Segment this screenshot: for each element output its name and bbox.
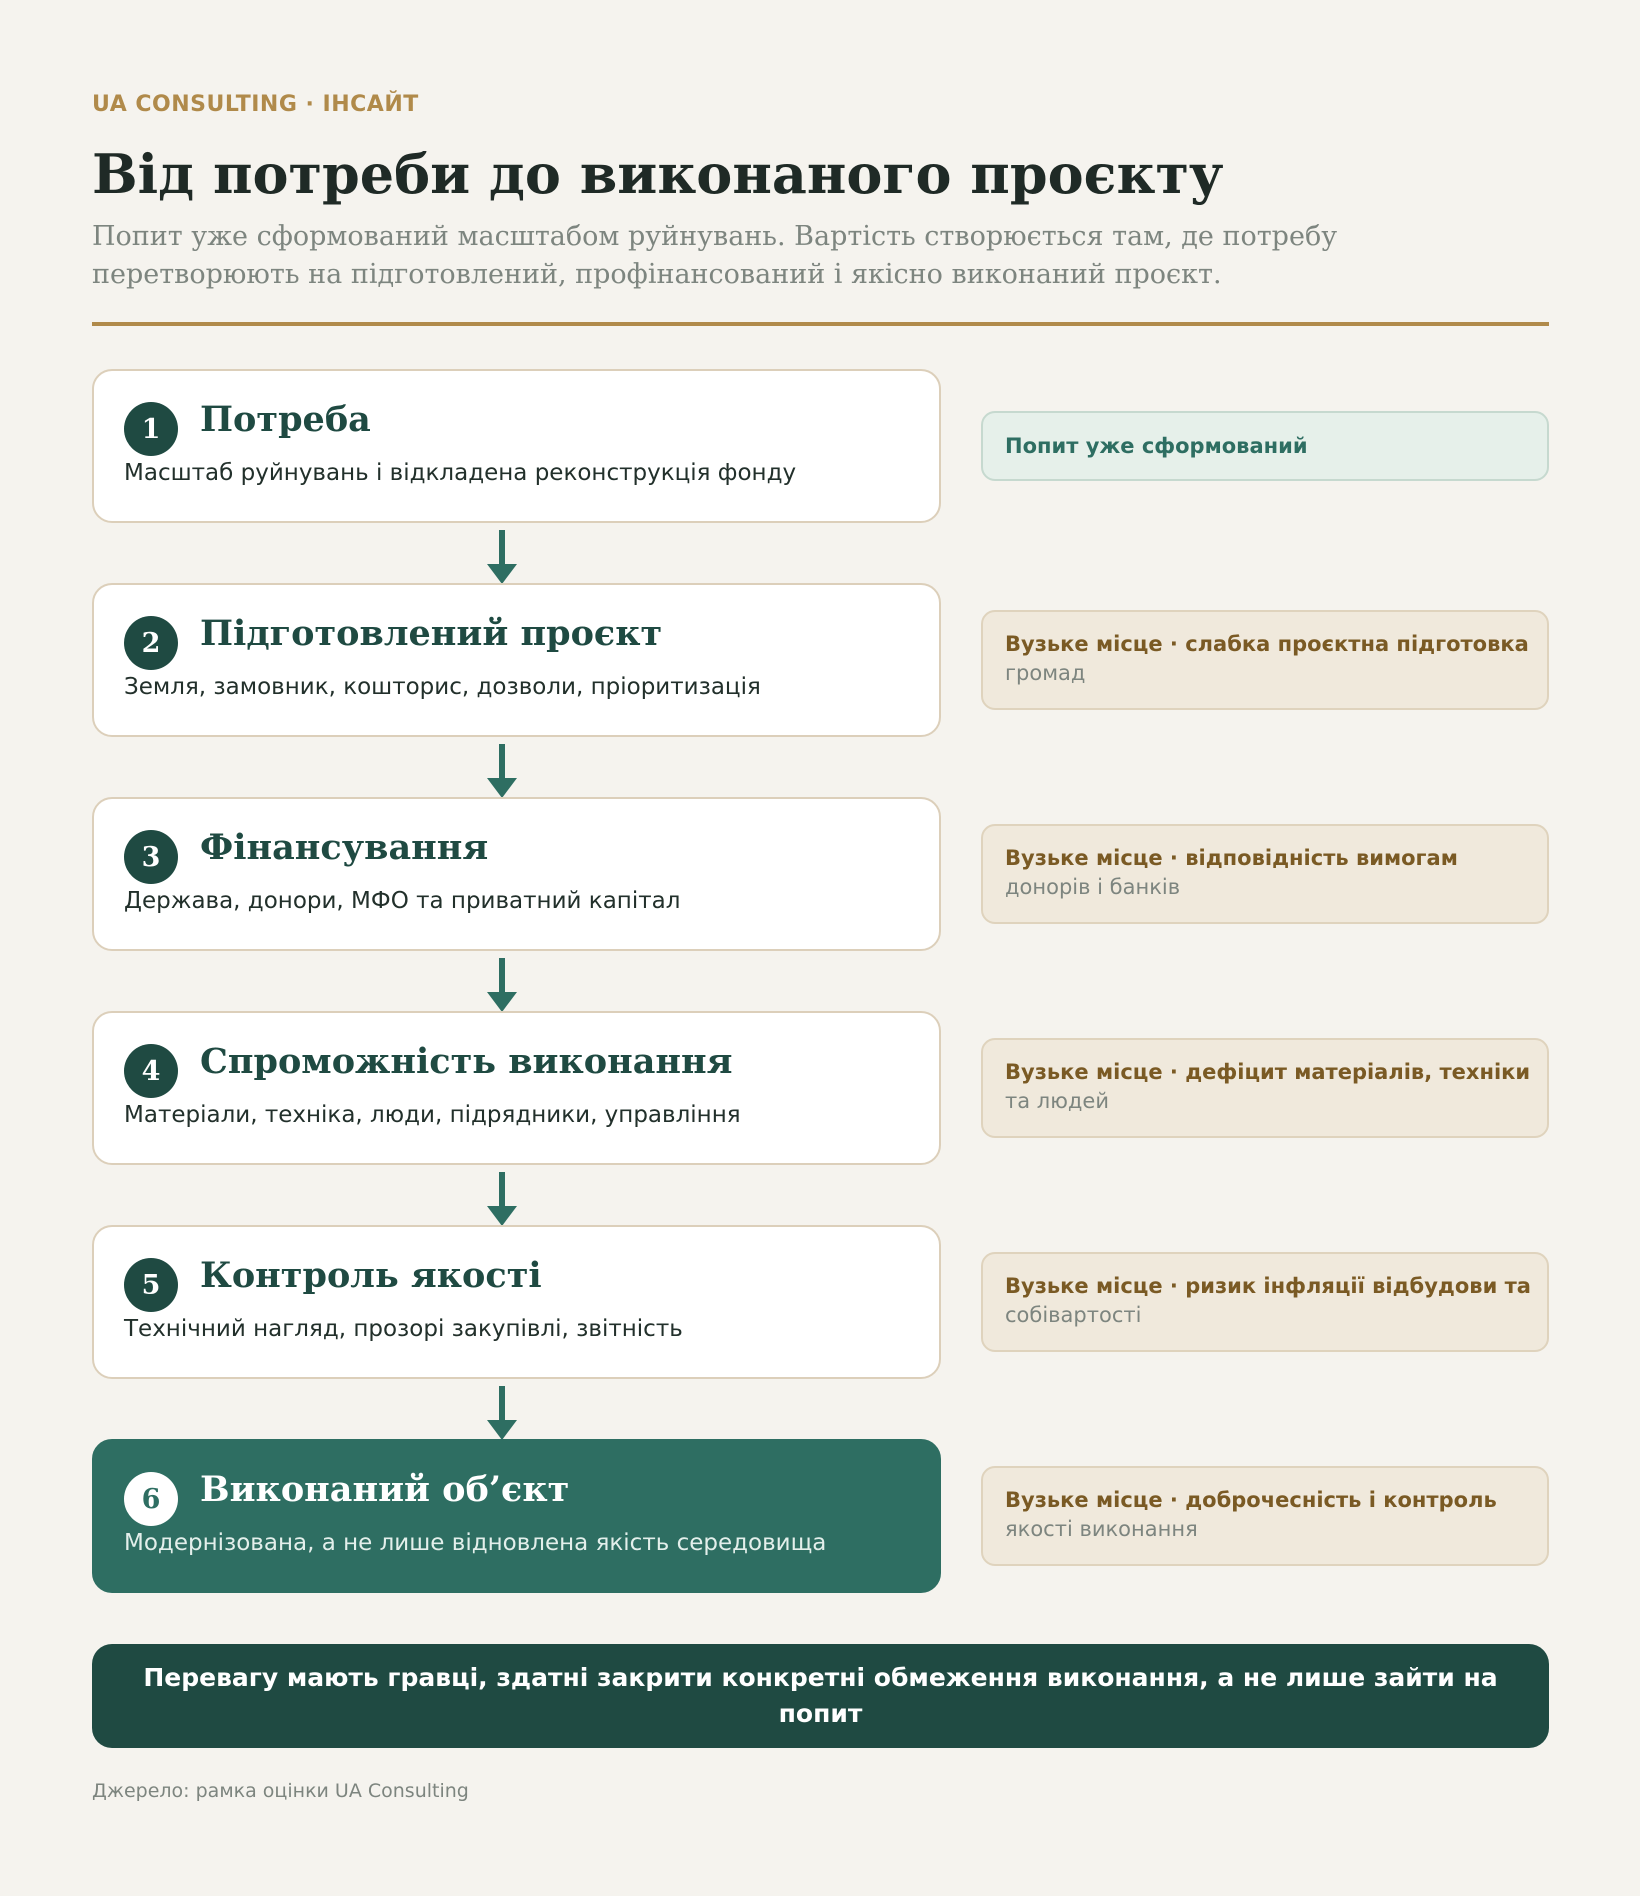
eyebrow-label: UA CONSULTING · ІНСАЙТ bbox=[92, 92, 419, 117]
step-title: Виконаний об’єкт bbox=[200, 1469, 570, 1510]
arrow-down-icon bbox=[487, 530, 517, 584]
note-bottleneck-2 bbox=[981, 610, 1549, 710]
note-tail: собівартості bbox=[1005, 1303, 1142, 1327]
arrow-down-icon bbox=[487, 1172, 517, 1226]
step-description: Матеріали, техніка, люди, підрядники, управління bbox=[124, 1102, 741, 1128]
page-title: Від потреби до виконаного проєкту bbox=[92, 142, 1224, 206]
arrow-down-icon bbox=[487, 744, 517, 798]
step-description: Земля, замовник, кошторис, дозволи, пріоритизація bbox=[124, 674, 761, 700]
step-title: Потреба bbox=[200, 399, 371, 440]
note-bottleneck-4 bbox=[981, 1038, 1549, 1138]
step-title: Спроможність виконання bbox=[200, 1041, 733, 1082]
step-number-badge: 2 bbox=[124, 616, 178, 670]
note-lead: Вузьке місце · ризик інфляції відбудови та bbox=[1005, 1274, 1531, 1298]
note-tail: якості виконання bbox=[1005, 1517, 1198, 1541]
note-demand bbox=[981, 411, 1549, 481]
step-4-card bbox=[92, 1011, 941, 1165]
step-number-badge: 4 bbox=[124, 1044, 178, 1098]
step-6-card bbox=[92, 1439, 941, 1593]
step-title: Фінансування bbox=[200, 827, 489, 868]
conclusion-text: Перевагу мають гравці, здатні закрити конкретні обмеження виконання, а не лише зайти на попит bbox=[143, 1663, 1498, 1728]
step-number-badge: 3 bbox=[124, 830, 178, 884]
step-3-card bbox=[92, 797, 941, 951]
page-subtitle: Попит уже сформований масштабом руйнувань. Вартість створюється там, де потребу перетворюють на підготовлений, профінансований і якісно виконаний проєкт. bbox=[92, 221, 1338, 290]
note-bottleneck-3 bbox=[981, 824, 1549, 924]
step-title: Підготовлений проєкт bbox=[200, 613, 663, 654]
note-lead: Вузьке місце · доброчесність і контроль bbox=[1005, 1488, 1497, 1512]
note-lead: Вузьке місце · відповідність вимогам bbox=[1005, 846, 1458, 870]
arrow-down-icon bbox=[487, 958, 517, 1012]
note-bottleneck-6 bbox=[981, 1466, 1549, 1566]
step-description: Масштаб руйнувань і відкладена реконструкція фонду bbox=[124, 460, 797, 486]
step-number-badge: 5 bbox=[124, 1258, 178, 1312]
step-number-badge: 1 bbox=[124, 402, 178, 456]
note-lead: Попит уже сформований bbox=[1005, 434, 1308, 458]
note-lead: Вузьке місце · дефіцит матеріалів, техніки bbox=[1005, 1060, 1531, 1084]
note-tail: та людей bbox=[1005, 1089, 1109, 1113]
step-description: Держава, донори, МФО та приватний капітал bbox=[124, 888, 681, 914]
conclusion-banner bbox=[92, 1644, 1549, 1748]
step-5-card bbox=[92, 1225, 941, 1379]
step-description: Технічний нагляд, прозорі закупівлі, звітність bbox=[124, 1316, 683, 1342]
note-tail: громад bbox=[1005, 661, 1086, 685]
arrow-down-icon bbox=[487, 1386, 517, 1440]
infographic bbox=[92, 0, 1549, 1896]
source-note: Джерело: рамка оцінки UA Consulting bbox=[92, 1780, 469, 1802]
note-bottleneck-5 bbox=[981, 1252, 1549, 1352]
step-title: Контроль якості bbox=[200, 1255, 542, 1296]
step-1-card bbox=[92, 369, 941, 523]
header-divider bbox=[92, 322, 1549, 326]
step-description: Модернізована, а не лише відновлена якість середовища bbox=[124, 1530, 827, 1556]
step-2-card bbox=[92, 583, 941, 737]
note-lead: Вузьке місце · слабка проєктна підготовка bbox=[1005, 632, 1529, 656]
step-number-badge: 6 bbox=[124, 1472, 178, 1526]
note-tail: донорів і банків bbox=[1005, 875, 1181, 899]
